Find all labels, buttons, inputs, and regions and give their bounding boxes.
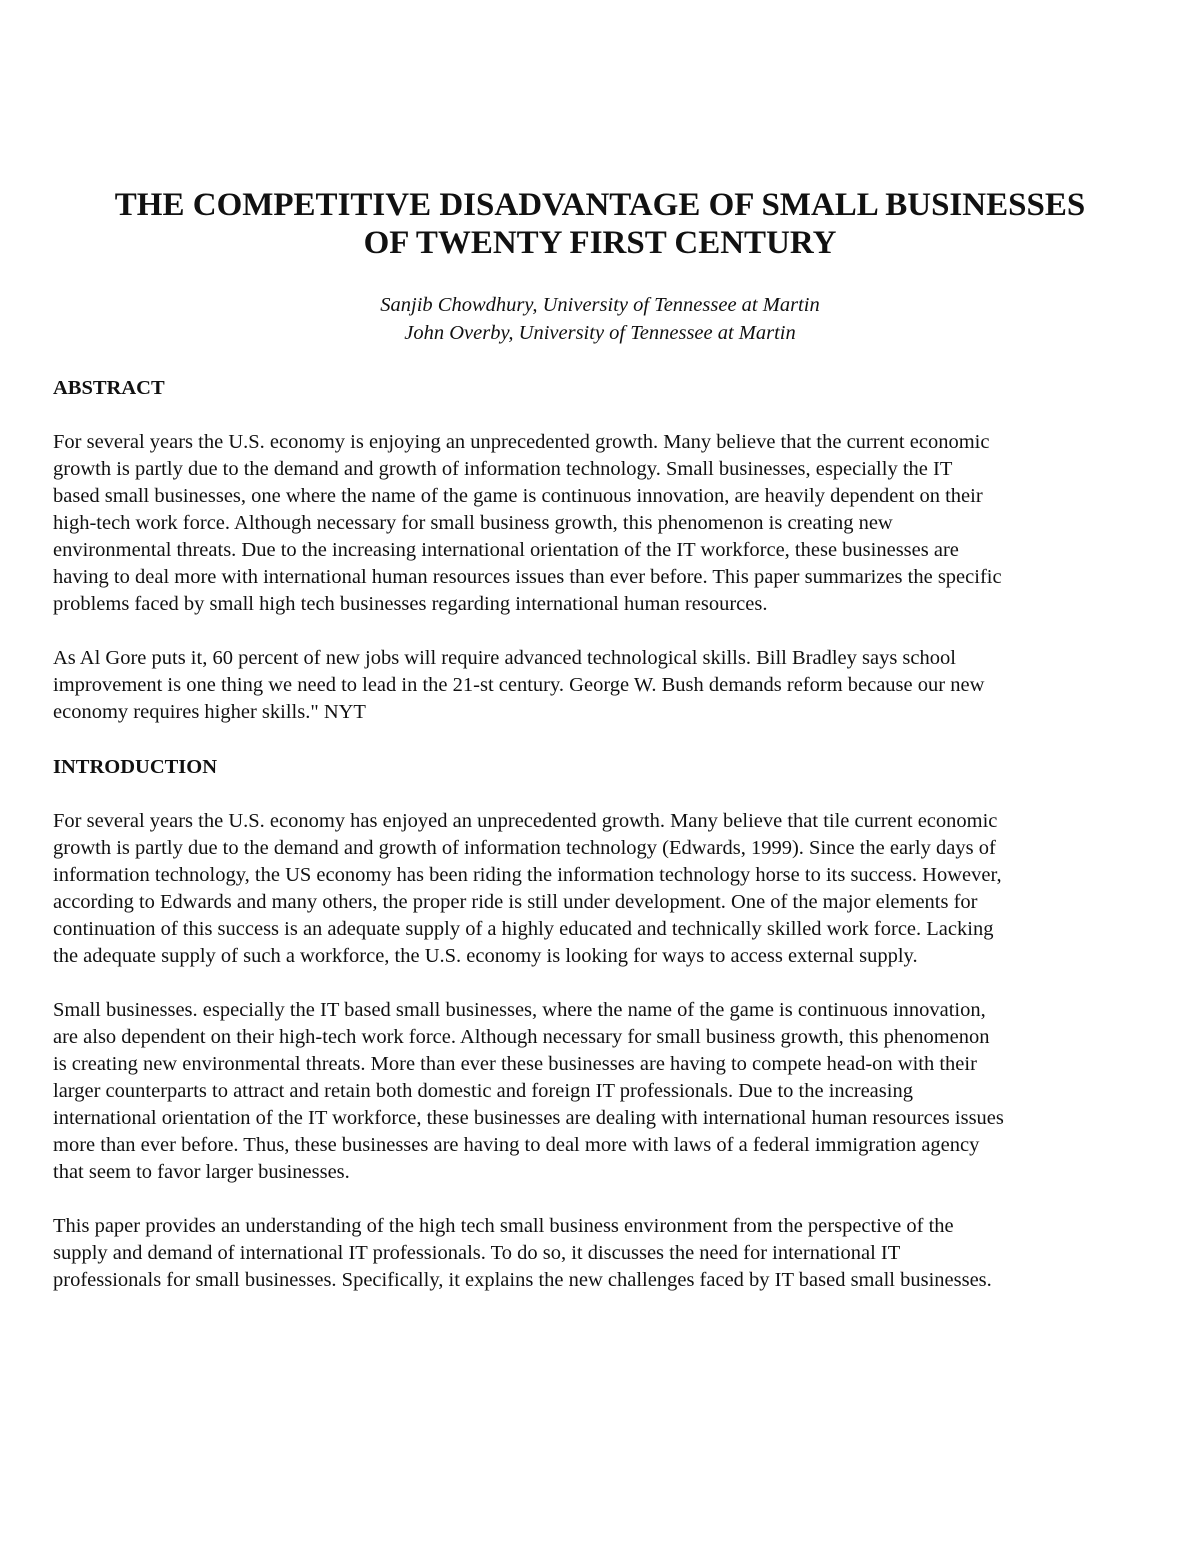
text-line: problems faced by small high tech businesses regarding international human resources. — [53, 593, 768, 615]
text-line: For several years the U.S. economy is enjoying an unprecedented growth. Many believe that the current economic — [53, 431, 990, 453]
text-line: more than ever before. Thus, these businesses are having to deal more with laws of a federal immigration agency — [53, 1134, 980, 1156]
author-line: Sanjib Chowdhury, University of Tennessee at Martin — [380, 294, 820, 316]
paper-title — [0, 186, 1200, 262]
text-line: As Al Gore puts it, 60 percent of new jobs will require advanced technological skills. Bill Bradley says school — [53, 647, 956, 669]
text-line: growth is partly due to the demand and growth of information technology (Edwards, 1999). Since the early days of — [53, 837, 996, 859]
introduction-paragraph-2 — [53, 997, 1004, 1186]
text-line: that seem to favor larger businesses. — [53, 1161, 350, 1183]
text-line: the adequate supply of such a workforce, the U.S. economy is looking for ways to access external supply. — [53, 945, 918, 967]
text-line: economy requires higher skills." NYT — [53, 701, 366, 723]
authors — [0, 291, 1200, 347]
text-line: larger counterparts to attract and retain both domestic and foreign IT professionals. Due to the increasing — [53, 1080, 913, 1102]
text-line: For several years the U.S. economy has enjoyed an unprecedented growth. Many believe that tile current economic — [53, 810, 998, 832]
title-line: THE COMPETITIVE DISADVANTAGE OF SMALL BUSINESSES — [114, 187, 1086, 223]
text-line: improvement is one thing we need to lead in the 21-st century. George W. Bush demands reform because our new — [53, 674, 985, 696]
text-line: supply and demand of international IT professionals. To do so, it discusses the need for international IT — [53, 1242, 901, 1264]
text-line: environmental threats. Due to the increasing international orientation of the IT workforce, these businesses are — [53, 539, 959, 561]
text-line: information technology, the US economy has been riding the information technology horse to its success. However, — [53, 864, 1002, 886]
text-line: are also dependent on their high-tech work force. Although necessary for small business growth, this phenomenon — [53, 1026, 990, 1048]
text-line: according to Edwards and many others, the proper ride is still under development. One of the major elements for — [53, 891, 978, 913]
text-line: international orientation of the IT workforce, these businesses are dealing with international human resources issues — [53, 1107, 1004, 1129]
text-line: having to deal more with international human resources issues than ever before. This paper summarizes the specific — [53, 566, 1002, 588]
abstract-heading: ABSTRACT — [53, 377, 165, 399]
text-line: Small businesses. especially the IT based small businesses, where the name of the game is continuous innovation, — [53, 999, 986, 1021]
author-line: John Overby, University of Tennessee at Martin — [404, 322, 796, 344]
text-line: continuation of this success is an adequate supply of a highly educated and technically skilled work force. Lacking — [53, 918, 994, 940]
abstract-paragraph-1 — [53, 429, 1002, 618]
text-line: This paper provides an understanding of the high tech small business environment from the perspective of the — [53, 1215, 954, 1237]
text-line: high-tech work force. Although necessary for small business growth, this phenomenon is creating new — [53, 512, 893, 534]
text-line: is creating new environmental threats. More than ever these businesses are having to compete head-on with their — [53, 1053, 977, 1075]
text-line: professionals for small businesses. Specifically, it explains the new challenges faced by IT based small businesses. — [53, 1269, 992, 1291]
abstract-paragraph-2 — [53, 645, 984, 726]
introduction-heading: INTRODUCTION — [53, 756, 218, 778]
introduction-paragraph-1 — [53, 808, 1002, 970]
title-line: OF TWENTY FIRST CENTURY — [363, 225, 837, 261]
text-line: based small businesses, one where the name of the game is continuous innovation, are heavily dependent on their — [53, 485, 983, 507]
introduction-paragraph-3 — [53, 1213, 992, 1294]
text-line: growth is partly due to the demand and growth of information technology. Small businesses, especially the IT — [53, 458, 953, 480]
